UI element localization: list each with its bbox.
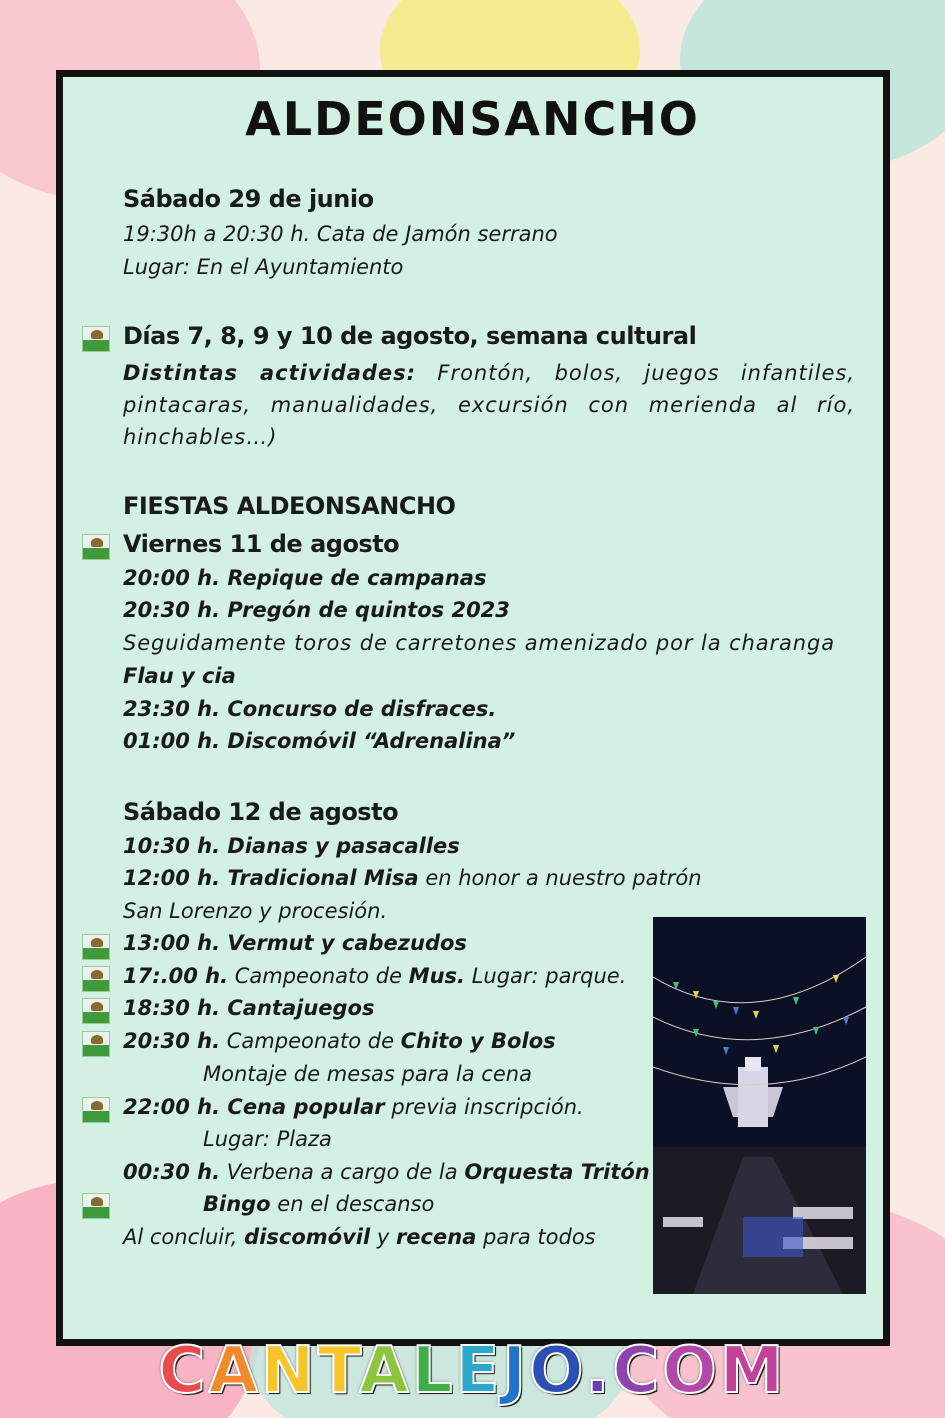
footer-letter: O — [529, 1334, 586, 1408]
footer-letter: A — [208, 1334, 262, 1408]
footer-letter: L — [411, 1334, 456, 1408]
footer-letter: C — [158, 1334, 209, 1408]
description-text: Frontón, bolos, juegos infantiles, pintacaras, manualidades, excursión con merienda al río, hinchables…) — [123, 361, 855, 449]
footer-letter: O — [662, 1334, 720, 1408]
footer-letter: A — [359, 1334, 412, 1408]
event-line: Lugar: Plaza — [203, 1127, 332, 1151]
flag-icon — [82, 934, 110, 960]
village-night-photo — [653, 917, 866, 1294]
flag-icon — [82, 966, 110, 992]
footer-letter: . — [585, 1334, 613, 1408]
event-line: Lugar: En el Ayuntamiento — [123, 255, 404, 279]
event-line: Flau y cia — [123, 664, 236, 688]
footer-letter: C — [612, 1334, 663, 1408]
footer-letter: N — [261, 1334, 318, 1408]
section-heading-june: Sábado 29 de junio — [123, 185, 374, 213]
flag-icon — [82, 1097, 110, 1123]
event-line: 23:30 h. Concurso de disfraces. — [123, 697, 497, 721]
section-heading-saturday: Sábado 12 de agosto — [123, 798, 399, 826]
event-line: Bingo en el descanso — [203, 1192, 435, 1216]
event-line: 20:30 h. Pregón de quintos 2023 — [123, 598, 510, 622]
section-heading-friday: Viernes 11 de agosto — [123, 530, 400, 558]
fiestas-heading: FIESTAS ALDEONSANCHO — [123, 492, 456, 520]
flag-icon — [82, 998, 110, 1024]
photo-illustration — [653, 917, 866, 1294]
event-line: 22:00 h. Cena popular previa inscripción. — [123, 1095, 584, 1119]
footer-letter: E — [455, 1334, 503, 1408]
cultural-week-description — [123, 357, 855, 453]
flag-icon — [82, 326, 110, 352]
event-line: Montaje de mesas para la cena — [203, 1062, 532, 1086]
footer-letter: T — [317, 1334, 360, 1408]
site-footer-logo[interactable] — [0, 1334, 945, 1408]
description-label: Distintas actividades: — [123, 361, 417, 385]
event-line: 18:30 h. Cantajuegos — [123, 996, 375, 1020]
event-line: San Lorenzo y procesión. — [123, 899, 388, 923]
flag-icon — [82, 534, 110, 560]
event-line: 10:30 h. Dianas y pasacalles — [123, 834, 460, 858]
flag-icon — [82, 1031, 110, 1057]
footer-letter: M — [719, 1334, 787, 1408]
event-line: Seguidamente toros de carretones amenizado por la charanga — [123, 631, 836, 655]
event-line: 00:30 h. Verbena a cargo de la Orquesta Tritón — [123, 1160, 650, 1184]
event-line: 20:30 h. Campeonato de Chito y Bolos — [123, 1029, 556, 1053]
event-line: 20:00 h. Repique de campanas — [123, 566, 487, 590]
event-line: 12:00 h. Tradicional Misa en honor a nuestro patrón — [123, 866, 702, 890]
event-line: 19:30h a 20:30 h. Cata de Jamón serrano — [123, 222, 558, 246]
footer-letter: J — [502, 1334, 530, 1408]
event-line: 01:00 h. Discomóvil “Adrenalina” — [123, 729, 516, 753]
event-line: 13:00 h. Vermut y cabezudos — [123, 931, 467, 955]
event-line: 17:.00 h. Campeonato de Mus. Lugar: parque. — [123, 964, 627, 988]
page-title: ALDEONSANCHO — [245, 92, 700, 146]
event-line: Al concluir, discomóvil y recena para todos — [123, 1225, 596, 1249]
flag-icon — [82, 1193, 110, 1219]
section-heading-cultural-week: Días 7, 8, 9 y 10 de agosto, semana cultural — [123, 322, 697, 350]
